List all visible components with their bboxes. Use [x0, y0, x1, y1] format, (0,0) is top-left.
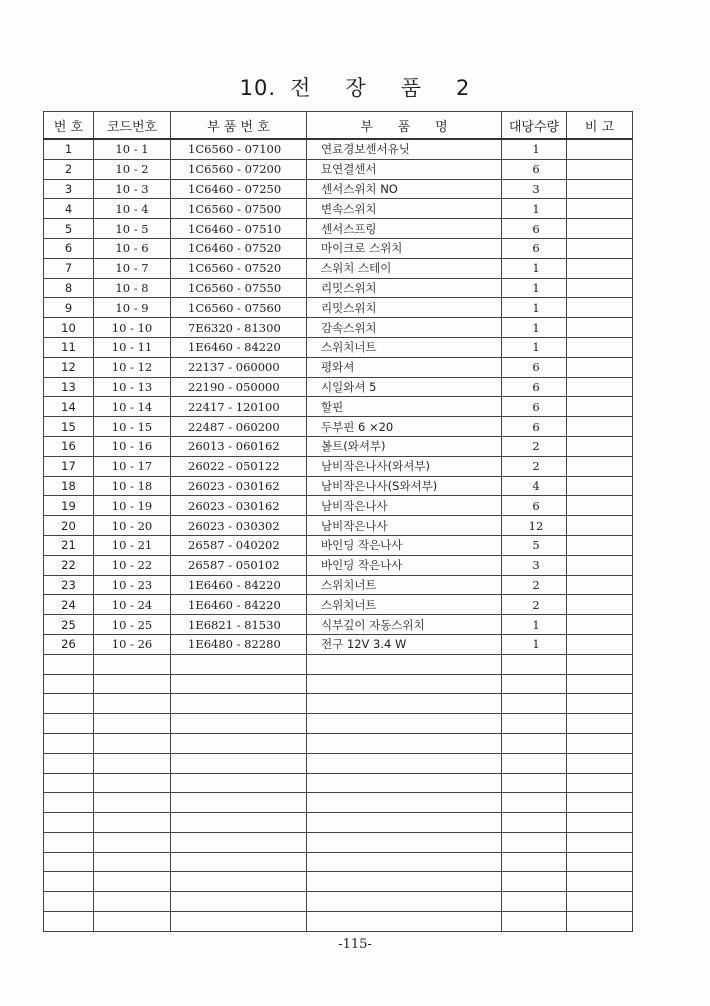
table-row-empty	[44, 872, 633, 892]
cell-note	[567, 258, 633, 278]
cell-part-no: 26023 - 030302	[171, 516, 307, 536]
cell-part-no: 22417 - 120100	[171, 397, 307, 417]
cell-name: 리밋스위치	[307, 278, 502, 298]
cell-no: 9	[44, 298, 94, 318]
cell-qty: 6	[502, 357, 567, 377]
cell-name: 할핀	[307, 397, 502, 417]
cell-code: 10 - 16	[94, 436, 171, 456]
cell-name: 센서스프링	[307, 219, 502, 239]
empty-cell	[502, 694, 567, 714]
table-row-empty	[44, 733, 633, 753]
cell-code: 10 - 8	[94, 278, 171, 298]
cell-name: 바인딩 작은나사	[307, 555, 502, 575]
cell-note	[567, 555, 633, 575]
cell-no: 10	[44, 318, 94, 338]
cell-code: 10 - 9	[94, 298, 171, 318]
title-number: 10.	[239, 76, 277, 100]
cell-part-no: 1C6560 - 07100	[171, 139, 307, 159]
cell-qty: 4	[502, 476, 567, 496]
page-title	[0, 72, 710, 102]
empty-cell	[171, 852, 307, 872]
table-row	[44, 337, 633, 357]
cell-name: 센서스위치 NO	[307, 179, 502, 199]
cell-part-no: 1E6480 - 82280	[171, 634, 307, 654]
cell-code: 10 - 23	[94, 575, 171, 595]
empty-cell	[44, 654, 94, 674]
cell-code: 10 - 26	[94, 634, 171, 654]
table-row	[44, 397, 633, 417]
cell-part-no: 26023 - 030162	[171, 496, 307, 516]
table-row-empty	[44, 654, 633, 674]
cell-qty: 1	[502, 337, 567, 357]
table-row	[44, 476, 633, 496]
table-row	[44, 575, 633, 595]
empty-cell	[94, 674, 171, 694]
table-row	[44, 238, 633, 258]
empty-cell	[171, 793, 307, 813]
cell-no: 11	[44, 337, 94, 357]
parts-table	[43, 111, 633, 932]
empty-cell	[502, 832, 567, 852]
empty-cell	[307, 912, 502, 932]
cell-qty: 3	[502, 179, 567, 199]
empty-cell	[44, 674, 94, 694]
table-row	[44, 615, 633, 635]
empty-cell	[44, 793, 94, 813]
table-row	[44, 595, 633, 615]
cell-no: 17	[44, 456, 94, 476]
empty-cell	[567, 832, 633, 852]
empty-cell	[307, 892, 502, 912]
header-note: 비 고	[567, 112, 633, 140]
empty-cell	[44, 832, 94, 852]
cell-note	[567, 219, 633, 239]
title-word: 품	[400, 76, 422, 100]
empty-cell	[502, 714, 567, 734]
cell-name: 묘연결센서	[307, 159, 502, 179]
empty-cell	[307, 654, 502, 674]
cell-name: 스위치너트	[307, 575, 502, 595]
cell-name: 마이크로 스위치	[307, 238, 502, 258]
cell-part-no: 1E6821 - 81530	[171, 615, 307, 635]
cell-code: 10 - 2	[94, 159, 171, 179]
cell-code: 10 - 15	[94, 417, 171, 437]
empty-cell	[94, 892, 171, 912]
table-row	[44, 377, 633, 397]
title-word: 장	[345, 76, 367, 100]
cell-qty: 5	[502, 535, 567, 555]
cell-no: 26	[44, 634, 94, 654]
empty-cell	[171, 892, 307, 912]
empty-cell	[94, 753, 171, 773]
cell-qty: 6	[502, 496, 567, 516]
empty-cell	[502, 793, 567, 813]
empty-cell	[94, 832, 171, 852]
cell-code: 10 - 3	[94, 179, 171, 199]
empty-cell	[171, 813, 307, 833]
table-row-empty	[44, 832, 633, 852]
empty-cell	[567, 654, 633, 674]
cell-qty: 1	[502, 318, 567, 338]
empty-cell	[307, 872, 502, 892]
table-row-empty	[44, 674, 633, 694]
empty-cell	[502, 773, 567, 793]
empty-cell	[567, 674, 633, 694]
cell-part-no: 26013 - 060162	[171, 436, 307, 456]
cell-name: 리밋스위치	[307, 298, 502, 318]
empty-cell	[307, 694, 502, 714]
table-row	[44, 199, 633, 219]
table-row	[44, 159, 633, 179]
cell-part-no: 1C6460 - 07250	[171, 179, 307, 199]
cell-part-no: 26587 - 050102	[171, 555, 307, 575]
empty-cell	[94, 714, 171, 734]
cell-code: 10 - 7	[94, 258, 171, 278]
cell-code: 10 - 6	[94, 238, 171, 258]
empty-cell	[307, 832, 502, 852]
empty-cell	[44, 852, 94, 872]
cell-code: 10 - 4	[94, 199, 171, 219]
empty-cell	[567, 793, 633, 813]
cell-no: 18	[44, 476, 94, 496]
cell-qty: 6	[502, 159, 567, 179]
cell-note	[567, 575, 633, 595]
cell-note	[567, 318, 633, 338]
cell-no: 12	[44, 357, 94, 377]
empty-cell	[502, 892, 567, 912]
cell-no: 13	[44, 377, 94, 397]
table-row	[44, 436, 633, 456]
cell-part-no: 26022 - 050122	[171, 456, 307, 476]
table-header-row	[44, 112, 633, 140]
empty-cell	[94, 773, 171, 793]
cell-note	[567, 535, 633, 555]
table-row	[44, 278, 633, 298]
cell-note	[567, 456, 633, 476]
cell-part-no: 26023 - 030162	[171, 476, 307, 496]
empty-cell	[502, 674, 567, 694]
cell-qty: 2	[502, 595, 567, 615]
cell-part-no: 26587 - 040202	[171, 535, 307, 555]
empty-cell	[567, 872, 633, 892]
empty-cell	[567, 733, 633, 753]
cell-qty: 12	[502, 516, 567, 536]
cell-part-no: 1C6560 - 07550	[171, 278, 307, 298]
title-word: 2	[455, 76, 471, 100]
title-word: 전	[290, 76, 312, 100]
cell-name: 스위치너트	[307, 337, 502, 357]
empty-cell	[44, 733, 94, 753]
cell-qty: 2	[502, 575, 567, 595]
cell-qty: 1	[502, 278, 567, 298]
cell-part-no: 1C6460 - 07520	[171, 238, 307, 258]
cell-no: 1	[44, 139, 94, 159]
empty-cell	[171, 872, 307, 892]
cell-code: 10 - 24	[94, 595, 171, 615]
table-row-empty	[44, 793, 633, 813]
empty-cell	[307, 852, 502, 872]
empty-cell	[44, 753, 94, 773]
cell-code: 10 - 20	[94, 516, 171, 536]
table-row-empty	[44, 753, 633, 773]
cell-name: 남비작은나사	[307, 516, 502, 536]
cell-note	[567, 278, 633, 298]
table-row	[44, 298, 633, 318]
empty-cell	[94, 872, 171, 892]
cell-code: 10 - 5	[94, 219, 171, 239]
cell-name: 볼트(와셔부)	[307, 436, 502, 456]
cell-no: 2	[44, 159, 94, 179]
empty-cell	[44, 714, 94, 734]
cell-code: 10 - 22	[94, 555, 171, 575]
empty-cell	[171, 832, 307, 852]
cell-part-no: 1C6560 - 07500	[171, 199, 307, 219]
empty-cell	[567, 892, 633, 912]
cell-name: 남비작은나사(S와셔부)	[307, 476, 502, 496]
cell-part-no: 22137 - 060000	[171, 357, 307, 377]
cell-code: 10 - 13	[94, 377, 171, 397]
table-row	[44, 555, 633, 575]
cell-note	[567, 179, 633, 199]
empty-cell	[502, 912, 567, 932]
cell-code: 10 - 18	[94, 476, 171, 496]
empty-cell	[171, 733, 307, 753]
table-row	[44, 179, 633, 199]
header-part-no: 부 품 번 호	[171, 112, 307, 140]
cell-note	[567, 377, 633, 397]
cell-code: 10 - 19	[94, 496, 171, 516]
cell-code: 10 - 14	[94, 397, 171, 417]
cell-note	[567, 238, 633, 258]
empty-cell	[44, 872, 94, 892]
cell-name: 남비작은나사(와셔부)	[307, 456, 502, 476]
cell-part-no: 22190 - 050000	[171, 377, 307, 397]
empty-cell	[307, 793, 502, 813]
cell-name: 변속스위치	[307, 199, 502, 219]
empty-cell	[94, 654, 171, 674]
empty-cell	[44, 892, 94, 912]
cell-code: 10 - 21	[94, 535, 171, 555]
table-row	[44, 258, 633, 278]
cell-code: 10 - 12	[94, 357, 171, 377]
cell-qty: 6	[502, 377, 567, 397]
table-row-empty	[44, 714, 633, 734]
cell-qty: 1	[502, 258, 567, 278]
empty-cell	[307, 714, 502, 734]
empty-cell	[307, 773, 502, 793]
cell-note	[567, 357, 633, 377]
cell-no: 8	[44, 278, 94, 298]
cell-part-no: 7E6320 - 81300	[171, 318, 307, 338]
table-row-empty	[44, 773, 633, 793]
cell-code: 10 - 11	[94, 337, 171, 357]
cell-note	[567, 476, 633, 496]
empty-cell	[502, 872, 567, 892]
cell-part-no: 1C6560 - 07200	[171, 159, 307, 179]
cell-name: 연료경보센서유닛	[307, 139, 502, 159]
cell-note	[567, 615, 633, 635]
table-row	[44, 417, 633, 437]
empty-cell	[171, 714, 307, 734]
cell-code: 10 - 17	[94, 456, 171, 476]
cell-part-no: 1E6460 - 84220	[171, 595, 307, 615]
cell-no: 25	[44, 615, 94, 635]
header-no: 번 호	[44, 112, 94, 140]
cell-part-no: 22487 - 060200	[171, 417, 307, 437]
cell-note	[567, 397, 633, 417]
header-qty: 대당수량	[502, 112, 567, 140]
table-row	[44, 496, 633, 516]
cell-qty: 2	[502, 456, 567, 476]
table-row	[44, 516, 633, 536]
table-row-empty	[44, 892, 633, 912]
cell-code: 10 - 1	[94, 139, 171, 159]
table-row	[44, 634, 633, 654]
empty-cell	[94, 793, 171, 813]
empty-cell	[171, 694, 307, 714]
empty-cell	[171, 654, 307, 674]
empty-cell	[307, 813, 502, 833]
cell-note	[567, 436, 633, 456]
empty-cell	[307, 753, 502, 773]
table-row	[44, 219, 633, 239]
header-name: 부 품 명	[307, 112, 502, 140]
cell-qty: 6	[502, 219, 567, 239]
cell-name: 바인딩 작은나사	[307, 535, 502, 555]
table-row-empty	[44, 852, 633, 872]
cell-name: 평와셔	[307, 357, 502, 377]
cell-code: 10 - 10	[94, 318, 171, 338]
cell-name: 두부핀 6 ×20	[307, 417, 502, 437]
table-row	[44, 318, 633, 338]
empty-cell	[44, 813, 94, 833]
cell-note	[567, 516, 633, 536]
empty-cell	[94, 912, 171, 932]
cell-no: 6	[44, 238, 94, 258]
cell-qty: 1	[502, 139, 567, 159]
cell-no: 5	[44, 219, 94, 239]
cell-name: 스위치 스테이	[307, 258, 502, 278]
empty-cell	[171, 674, 307, 694]
empty-cell	[171, 753, 307, 773]
cell-part-no: 1E6460 - 84220	[171, 337, 307, 357]
table-row-empty	[44, 912, 633, 932]
cell-note	[567, 595, 633, 615]
empty-cell	[94, 813, 171, 833]
empty-cell	[502, 733, 567, 753]
empty-cell	[44, 773, 94, 793]
cell-qty: 6	[502, 238, 567, 258]
cell-qty: 1	[502, 298, 567, 318]
cell-code: 10 - 25	[94, 615, 171, 635]
cell-no: 22	[44, 555, 94, 575]
cell-note	[567, 496, 633, 516]
empty-cell	[502, 813, 567, 833]
cell-qty: 2	[502, 436, 567, 456]
header-code: 코드번호	[94, 112, 171, 140]
cell-note	[567, 199, 633, 219]
cell-note	[567, 337, 633, 357]
cell-no: 7	[44, 258, 94, 278]
empty-cell	[307, 733, 502, 753]
cell-note	[567, 298, 633, 318]
cell-note	[567, 634, 633, 654]
empty-cell	[567, 714, 633, 734]
table-row	[44, 535, 633, 555]
empty-cell	[44, 912, 94, 932]
cell-name: 감속스위치	[307, 318, 502, 338]
empty-cell	[307, 674, 502, 694]
empty-cell	[567, 694, 633, 714]
empty-cell	[502, 753, 567, 773]
table-body	[44, 139, 633, 931]
cell-name: 남비작은나사	[307, 496, 502, 516]
empty-cell	[44, 694, 94, 714]
cell-no: 20	[44, 516, 94, 536]
empty-cell	[567, 852, 633, 872]
cell-no: 21	[44, 535, 94, 555]
cell-qty: 6	[502, 397, 567, 417]
cell-part-no: 1E6460 - 84220	[171, 575, 307, 595]
cell-no: 14	[44, 397, 94, 417]
empty-cell	[502, 654, 567, 674]
cell-qty: 1	[502, 199, 567, 219]
cell-note	[567, 417, 633, 437]
table-row	[44, 139, 633, 159]
empty-cell	[502, 852, 567, 872]
empty-cell	[94, 852, 171, 872]
page-number: -115-	[338, 937, 372, 952]
cell-qty: 1	[502, 634, 567, 654]
cell-no: 3	[44, 179, 94, 199]
cell-no: 19	[44, 496, 94, 516]
cell-no: 4	[44, 199, 94, 219]
empty-cell	[171, 773, 307, 793]
empty-cell	[567, 813, 633, 833]
empty-cell	[171, 912, 307, 932]
table-row-empty	[44, 694, 633, 714]
table-row-empty	[44, 813, 633, 833]
empty-cell	[567, 912, 633, 932]
cell-qty: 1	[502, 615, 567, 635]
empty-cell	[94, 694, 171, 714]
cell-no: 23	[44, 575, 94, 595]
cell-note	[567, 139, 633, 159]
cell-no: 16	[44, 436, 94, 456]
empty-cell	[567, 753, 633, 773]
cell-name: 전구 12V 3.4 W	[307, 634, 502, 654]
empty-cell	[567, 773, 633, 793]
cell-part-no: 1C6560 - 07520	[171, 258, 307, 278]
cell-part-no: 1C6560 - 07560	[171, 298, 307, 318]
cell-part-no: 1C6460 - 07510	[171, 219, 307, 239]
cell-note	[567, 159, 633, 179]
cell-name: 스위치너트	[307, 595, 502, 615]
empty-cell	[94, 733, 171, 753]
cell-name: 시일와셔 5	[307, 377, 502, 397]
cell-qty: 6	[502, 417, 567, 437]
cell-name: 식부깊이 자동스위치	[307, 615, 502, 635]
table-row	[44, 456, 633, 476]
cell-no: 15	[44, 417, 94, 437]
cell-no: 24	[44, 595, 94, 615]
cell-qty: 3	[502, 555, 567, 575]
table-row	[44, 357, 633, 377]
